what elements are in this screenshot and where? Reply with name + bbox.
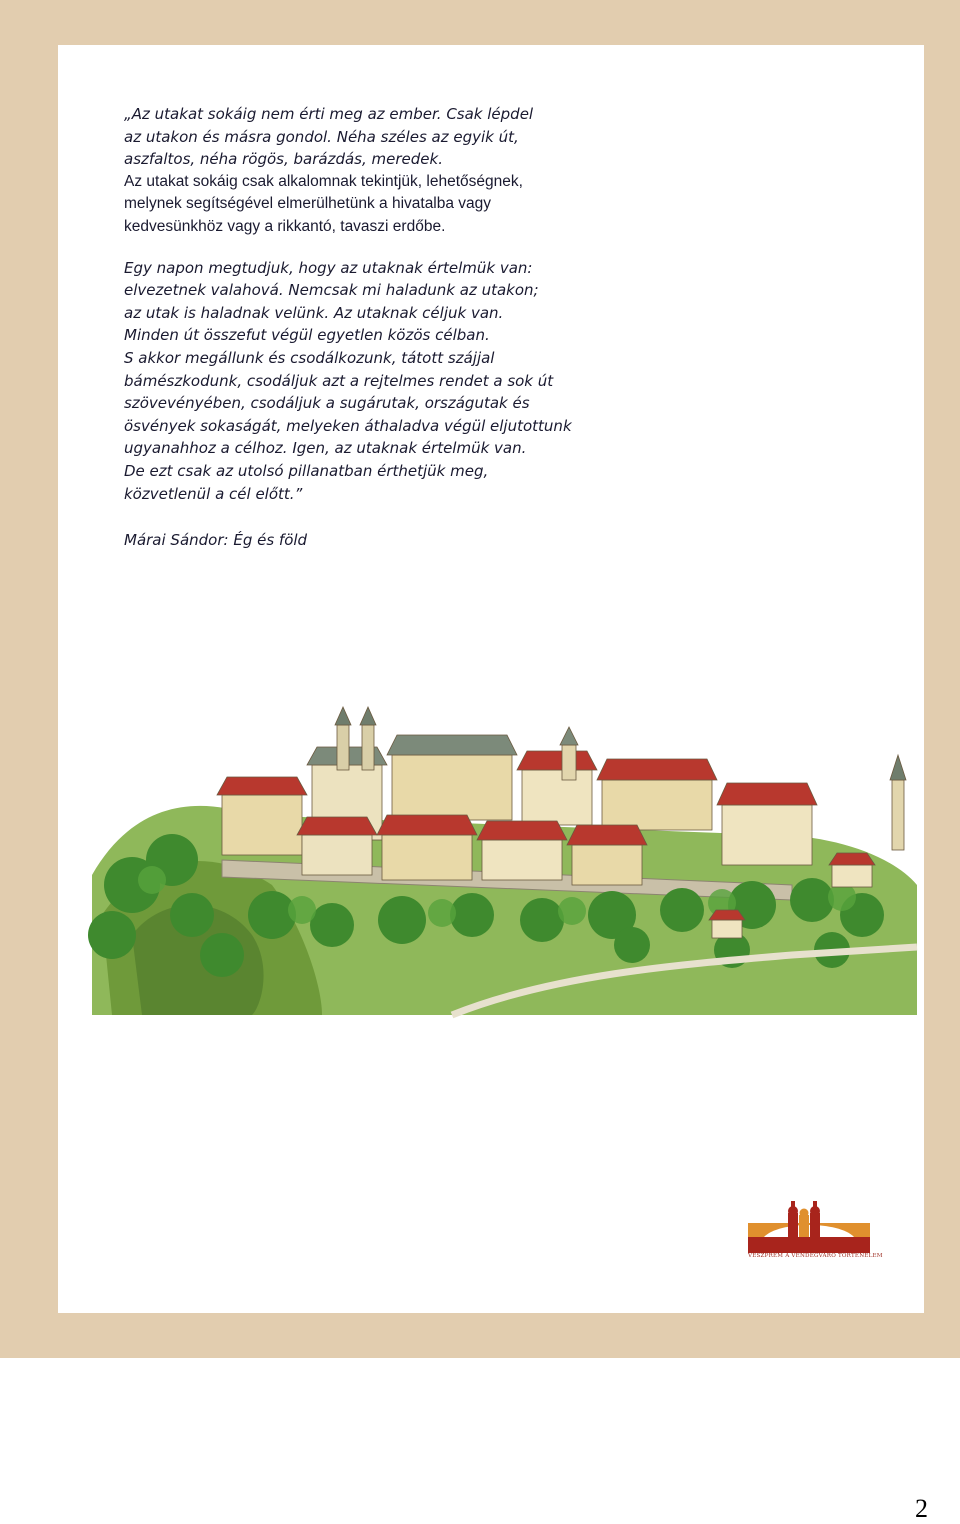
quote-line: az utakon és másra gondol. Néha széles az egyik út, [124, 127, 519, 146]
page-number: 2 [915, 1494, 928, 1523]
quote-line: szövevényében, csodáljuk a sugárutak, országutak és [124, 394, 530, 413]
quote-line: elvezetnek valahová. Nemcsak mi haladunk az utakon; [124, 281, 539, 300]
quote-line: közvetlenül a cél előtt.” [124, 484, 303, 503]
page-content [58, 45, 924, 1313]
quote-line: ösvények sokaságát, melyeken áthaladva végül eljutottunk [124, 416, 572, 435]
quote-line: az utak is haladnak velünk. Az utaknak céljuk van. [124, 303, 504, 322]
castle-hill-illustration [72, 685, 922, 1025]
quote-block [124, 103, 644, 505]
quote-line: Minden út összefut végül egyetlen közös célban. [124, 326, 490, 345]
quote-line: S akkor megállunk és csodálkozunk, tátott szájjal [124, 348, 495, 367]
quote-line: ugyanahhoz a célhoz. Igen, az utaknak értelmük van. [124, 439, 527, 458]
quote-line: „Az utakat sokáig nem érti meg az ember. Csak lépdel [124, 105, 534, 123]
quote-line: Az utakat sokáig csak alkalomnak tekintjük, lehetőségnek, [124, 172, 523, 190]
quote-line: melynek segítségével elmerülhetünk a hivatalba vagy [124, 195, 492, 213]
quote-line: bámészkodunk, csodáljuk azt a rejtelmes rendet a sok út [124, 371, 554, 390]
quote-line: De ezt csak az utolsó pillanatban érthetjük meg, [124, 461, 489, 480]
quote-paragraph-2 [124, 171, 644, 239]
quote-line: aszfaltos, néha rögös, barázdás, meredek. [124, 150, 443, 169]
quote-paragraph-1 [124, 103, 644, 171]
quote-paragraph-3 [124, 257, 644, 506]
quote-line: kedvesünkhöz vagy a rikkantó, tavaszi erdőbe. [124, 217, 446, 235]
quote-author: Márai Sándor: Ég és föld [124, 531, 308, 549]
quote-line: Egy napon megtudjuk, hogy az utaknak értelmük van: [124, 258, 533, 277]
logo-caption: VESZPRÉM A VENDÉGVÁRÓ TÖRTÉNELEM [748, 1253, 883, 1259]
